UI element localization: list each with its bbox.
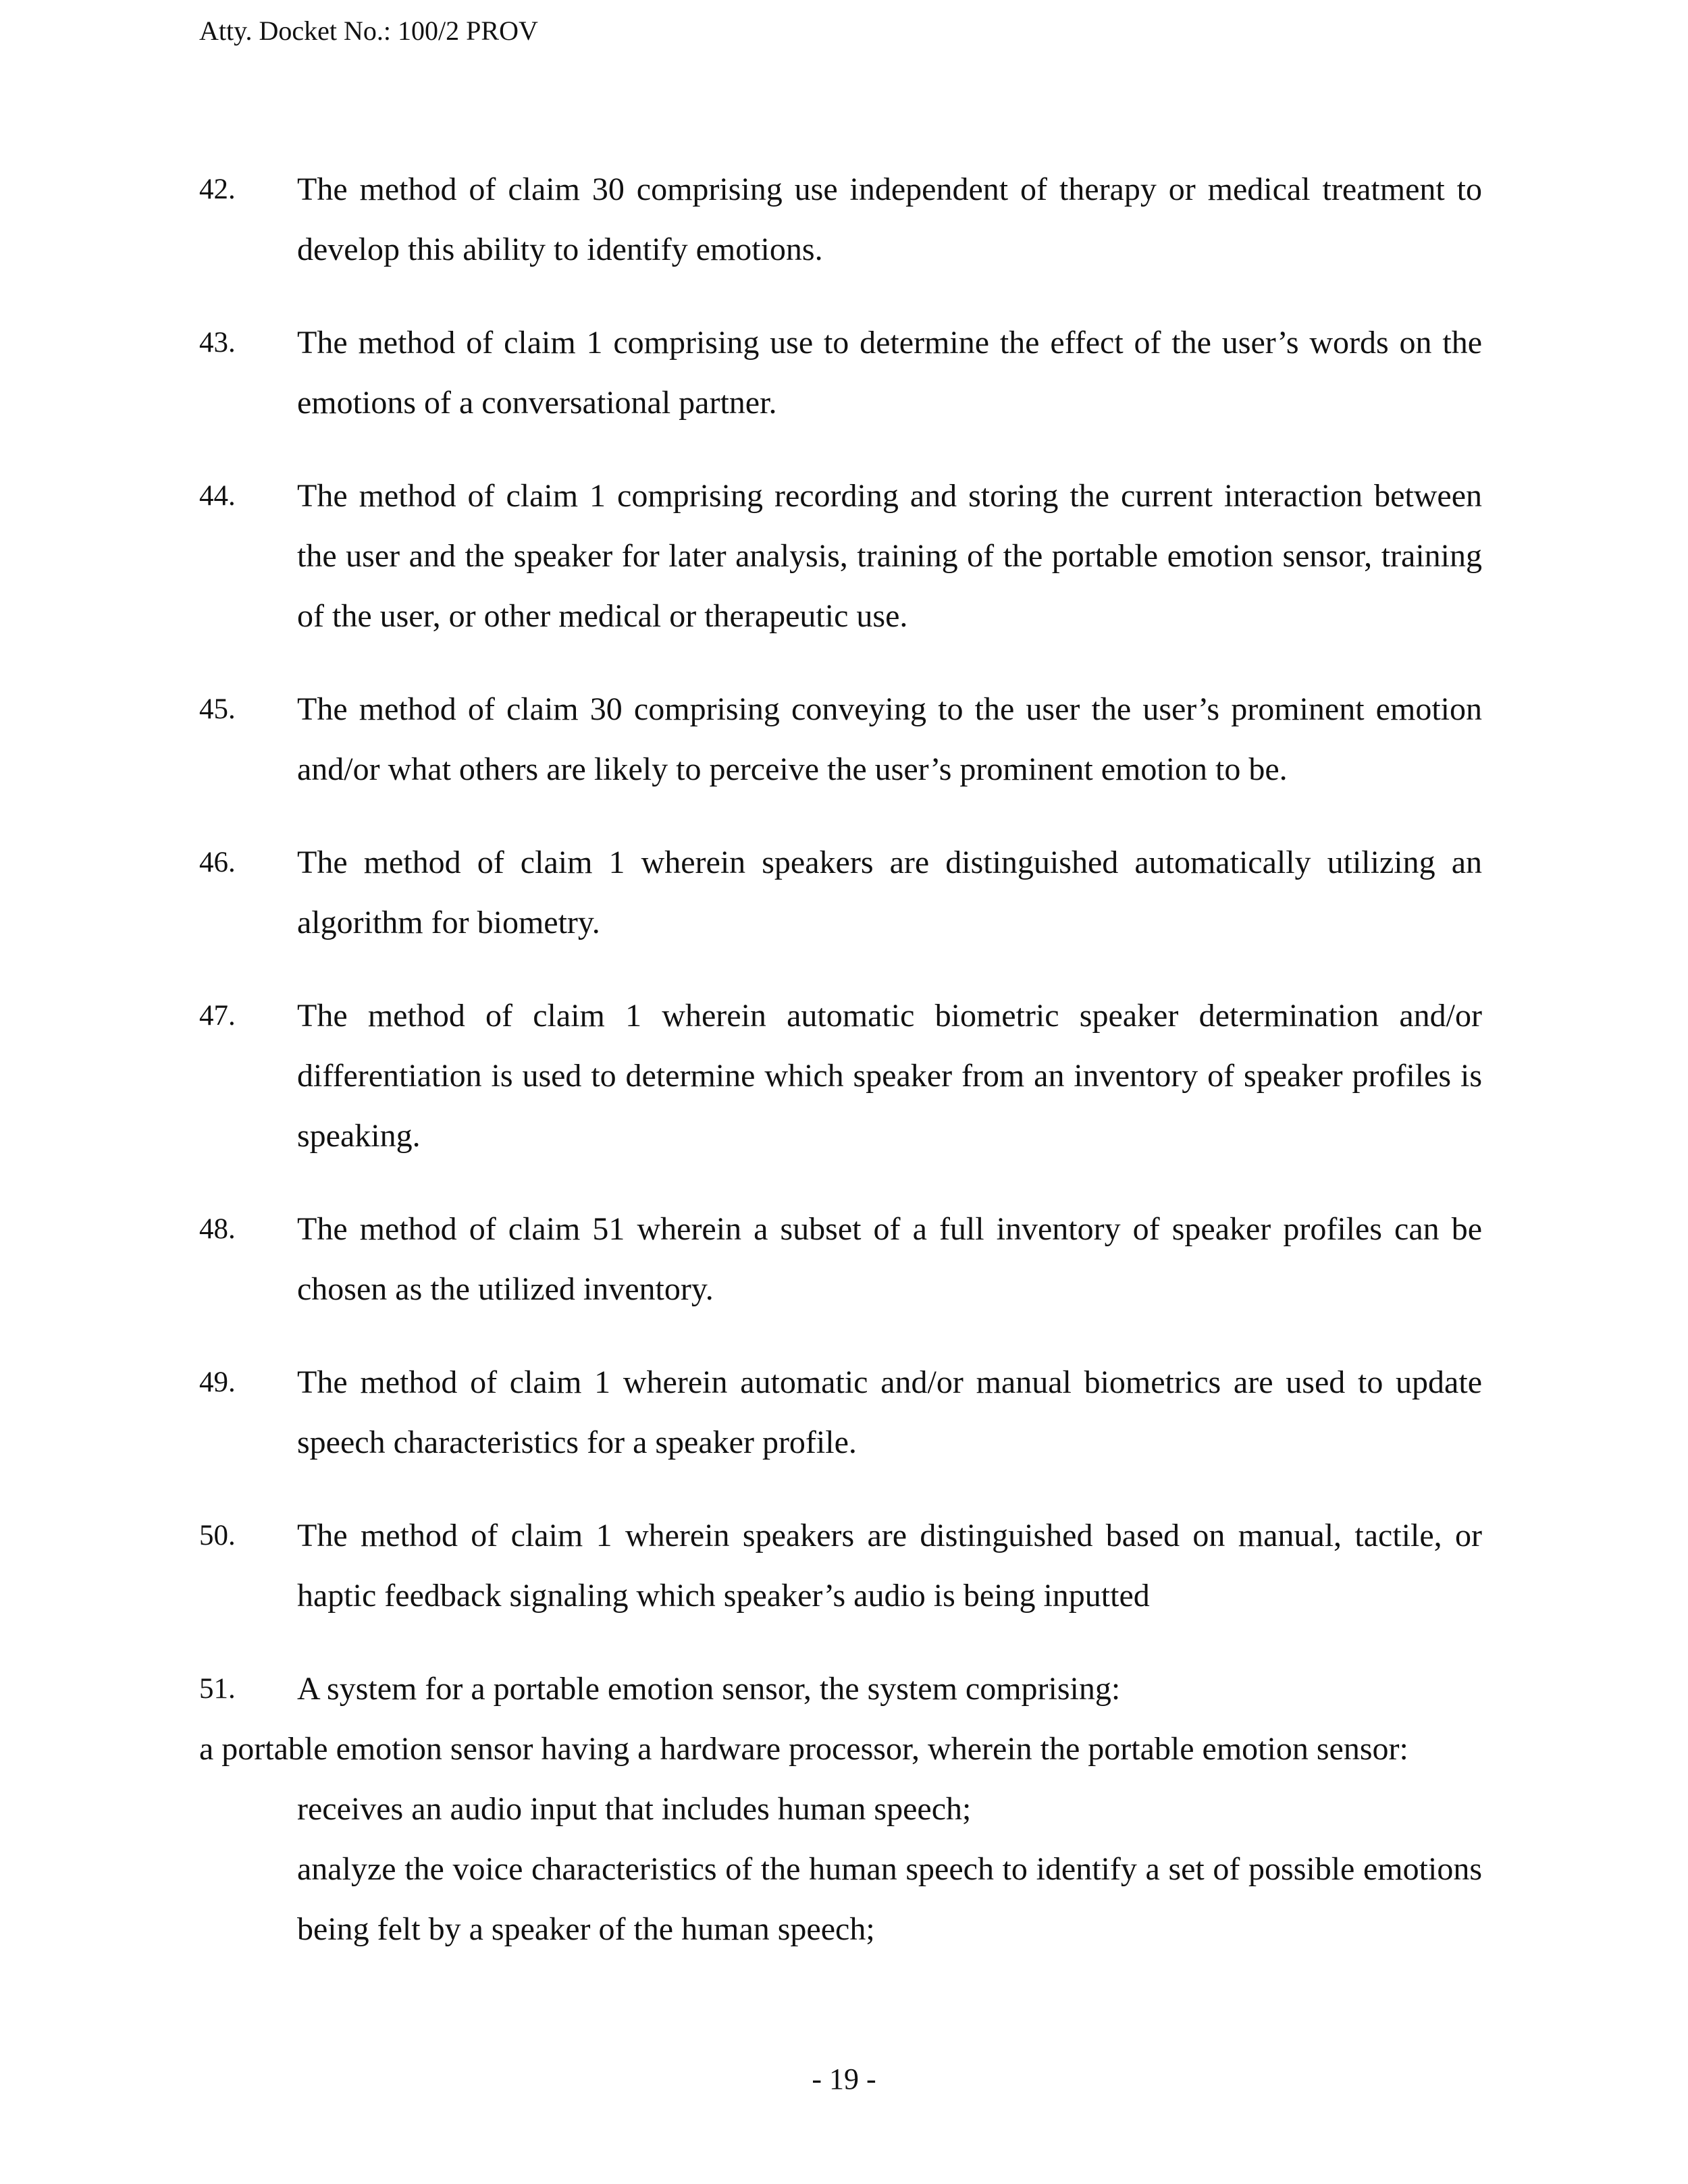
- claim-number: 45.: [199, 693, 236, 725]
- claim-48: [199, 1199, 1482, 1319]
- claim-number: 49.: [199, 1366, 236, 1398]
- claim-51: [199, 1659, 1482, 1719]
- claim-text: The method of claim 51 wherein a subset of a full inventory of speaker profiles can be chosen as the utilized inventory.: [297, 1211, 1482, 1307]
- claim-text: The method of claim 1 wherein speakers are distinguished based on manual, tactile, or haptic feedback signaling which speaker’s audio is being inputted: [297, 1518, 1482, 1614]
- claims-list: [199, 159, 1482, 1959]
- claim-number: 47.: [199, 1000, 236, 1032]
- claim-51-element-analyze: analyze the voice characteristics of the human speech to identify a set of possible emotions being felt by a speaker of the human speech;: [297, 1851, 1482, 1947]
- claim-text: The method of claim 30 comprising conveying to the user the user’s prominent emotion and/or what others are likely to perceive the user’s prominent emotion to be.: [297, 691, 1482, 787]
- claim-text: The method of claim 1 wherein speakers are distinguished automatically utilizing an algorithm for biometry.: [297, 845, 1482, 940]
- claim-number: 42.: [199, 174, 236, 205]
- claim-50: [199, 1506, 1482, 1626]
- claim-text: The method of claim 30 comprising use independent of therapy or medical treatment to develop this ability to identify emotions.: [297, 171, 1482, 267]
- claim-text: The method of claim 1 wherein automatic biometric speaker determination and/or differentiation is used to determine which speaker from an inventory of speaker profiles is speaking.: [297, 998, 1482, 1154]
- claim-46: [199, 832, 1482, 953]
- claim-number: 44.: [199, 480, 236, 512]
- page-number: - 19 -: [812, 2062, 876, 2096]
- claim-47: [199, 986, 1482, 1166]
- claim-number: 46.: [199, 847, 236, 878]
- claim-number: 51.: [199, 1673, 236, 1705]
- claim-51-element-intro: a portable emotion sensor having a hardware processor, wherein the portable emotion sensor:: [199, 1731, 1408, 1767]
- claim-49: [199, 1352, 1482, 1472]
- claim-text: The method of claim 1 wherein automatic and/or manual biometrics are used to update speech characteristics for a speaker profile.: [297, 1364, 1482, 1460]
- claim-number: 50.: [199, 1520, 236, 1551]
- claim-number: 43.: [199, 327, 236, 358]
- claim-43: [199, 313, 1482, 433]
- claim-text: A system for a portable emotion sensor, the system comprising:: [297, 1671, 1121, 1707]
- claim-44: [199, 466, 1482, 646]
- docket-header: Atty. Docket No.: 100/2 PROV: [199, 16, 538, 46]
- claim-45: [199, 679, 1482, 799]
- claim-51-element-receives: receives an audio input that includes human speech;: [297, 1791, 972, 1827]
- claim-text: The method of claim 1 comprising use to determine the effect of the user’s words on the emotions of a conversational partner.: [297, 325, 1482, 421]
- claim-number: 48.: [199, 1213, 236, 1245]
- claim-text: The method of claim 1 comprising recording and storing the current interaction between the user and the speaker for later analysis, training of the portable emotion sensor, training of the user, or other medical or therapeutic use.: [297, 478, 1482, 634]
- claim-42: [199, 159, 1482, 279]
